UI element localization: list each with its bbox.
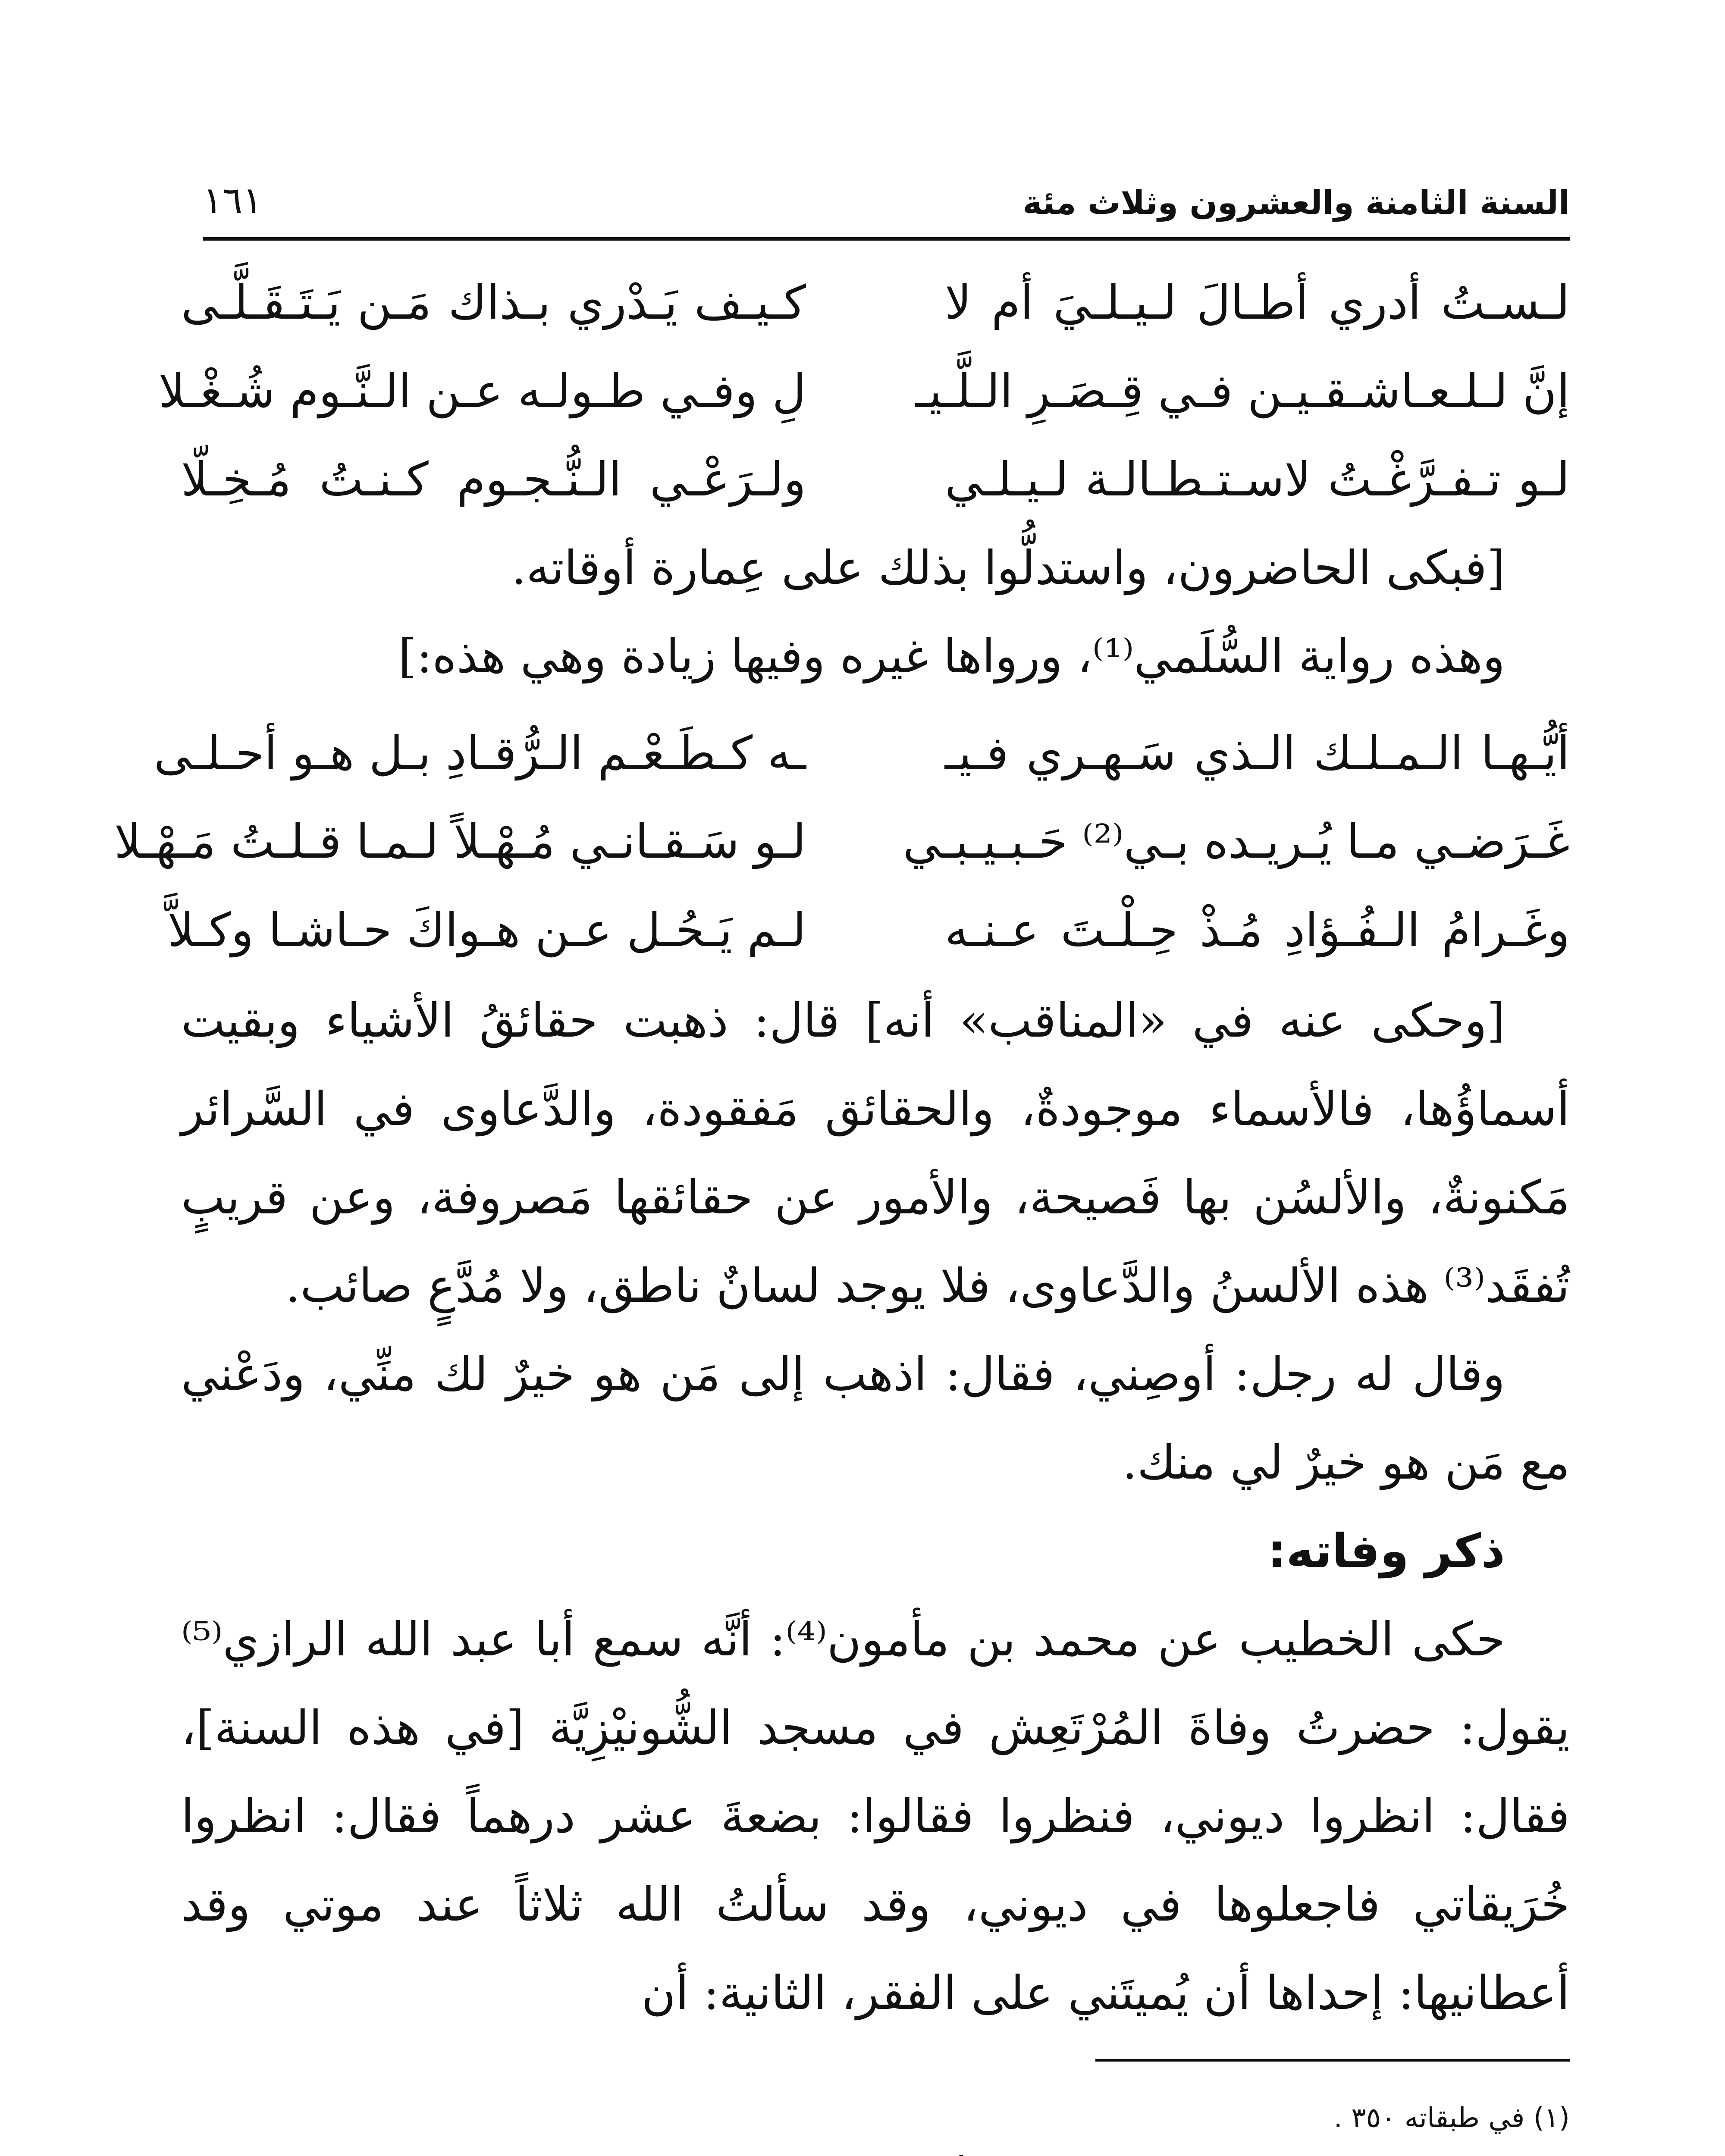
footnotes xyxy=(172,2091,1570,2156)
verse-first-hemistich: لـسـتُ أدري أطـالَ لـيـلـيَ أم لا xyxy=(945,276,1570,330)
verse xyxy=(158,347,1570,436)
text-line: [فبكى الحاضرون، واستدلُّوا بذلك على عِمارة أوقاته. xyxy=(511,541,1505,595)
running-header xyxy=(203,172,1570,241)
verse-second-hemistich: ولـرَعْـي الـنُّـجـوم كـنـتُ مُـخِـلّا xyxy=(181,453,806,507)
verse-first-hemistich: غَـرَضـي مـا يُـريـده بـي⁽²⁾ حَـبـيـبـي xyxy=(903,815,1570,869)
verse xyxy=(181,436,1570,524)
verse xyxy=(114,798,1570,886)
verse-second-hemistich: لِ وفـي طـولـه عـن الـنَّـوم شُـغْـلا xyxy=(158,364,806,418)
running-header-title: السنة الثامنة والعشرون وثلاث مئة xyxy=(1022,183,1570,222)
narrative-lines xyxy=(181,524,1570,701)
verse-second-hemistich: لـم يَـحُـل عـن هـواكَ حـاشـا وكـلاَّ xyxy=(167,903,806,957)
verse-first-hemistich: إنَّ لـلـعـاشـقـيـن فـي قِـصَـرِ الـلَّـيـ xyxy=(915,364,1570,418)
verse xyxy=(181,259,1570,347)
section-heading: ذكر وفاته: xyxy=(1267,1524,1505,1578)
poem-first xyxy=(158,259,1570,524)
verse-second-hemistich: لـو سَـقـانـي مُـهْـلاً لـمـا قـلـتُ مَـهْـلا xyxy=(114,815,806,869)
verse xyxy=(167,886,1570,975)
footnote xyxy=(172,2145,1570,2156)
verse-second-hemistich: كـيـف يَـدْري بـذاك مَـن يَـتَـقَـلَّـى xyxy=(181,276,806,330)
verse-first-hemistich: أيُّـهـا الـمـلـك الـذي سَـهـري فـيـ xyxy=(945,727,1570,780)
paragraph: وقال له رجل: أوصِني، فقال: اذهب إلى مَن هو خيرٌ لك منِّي، ودَعْني مع مَن هو خيرٌ لي منك. xyxy=(181,1348,1570,1490)
body-text xyxy=(181,977,1570,2037)
poem-second xyxy=(114,709,1570,975)
verse-second-hemistich: ـه كـطَـعْـم الـرُّقـادِ بـل هـو أحـلـى xyxy=(154,727,806,780)
page-number: ١٦١ xyxy=(203,179,263,222)
footnote: (١) في طبقاته ٣٥٠ . xyxy=(1333,2102,1570,2134)
verse-first-hemistich: لـو تـفـرَّغْـتُ لاسـتـطـالـة لـيـلـي xyxy=(945,453,1570,507)
verse-first-hemistich: وغَـرامُ الـفُـؤادِ مُـذْ حِـلْـتَ عـنـه xyxy=(945,903,1570,957)
paragraph: [وحكى عنه في «المناقب» أنه] قال: ذهبت حقائقُ الأشياء وبقيت أسماؤُها، فالأسماء موجودةٌ، والحقائق مَفقودة، والدَّعاوى في السَّرائر مَكنونةٌ، والألسُن بها فَصيحة، والأمور عن حقائقها مَصروفة، وعن قريبٍ تُفقَد⁽³⁾ هذه الألسنُ والدَّعاوى، فلا يوجد لسانٌ ناطق، ولا مُدَّعٍ صائب. xyxy=(181,994,1570,1313)
text-line: وهذه رواية السُّلَمي⁽¹⁾، ورواها غيره وفيها زيادة وهي هذه:] xyxy=(398,630,1505,683)
footnote-separator xyxy=(1095,2059,1570,2062)
paragraph: حكى الخطيب عن محمد بن مأمون⁽⁴⁾: أنَّه سمع أبا عبد الله الرازي⁽⁵⁾ يقول: حضرتُ وفاةَ المُرْتَعِش في مسجد الشُّونيْزِيَّة [في هذه السنة]، فقال: انظروا ديوني، فنظروا فقالوا: بضعةَ عشر درهماً فقال: انظروا خُرَيقاتي فاجعلوها في ديوني، وقد سألتُ الله ثلاثاً عند موتي وقد أعطانيها: إحداها أن يُميتَني على الفقر، الثانية: أن xyxy=(181,1613,1570,2020)
verse xyxy=(154,709,1570,798)
